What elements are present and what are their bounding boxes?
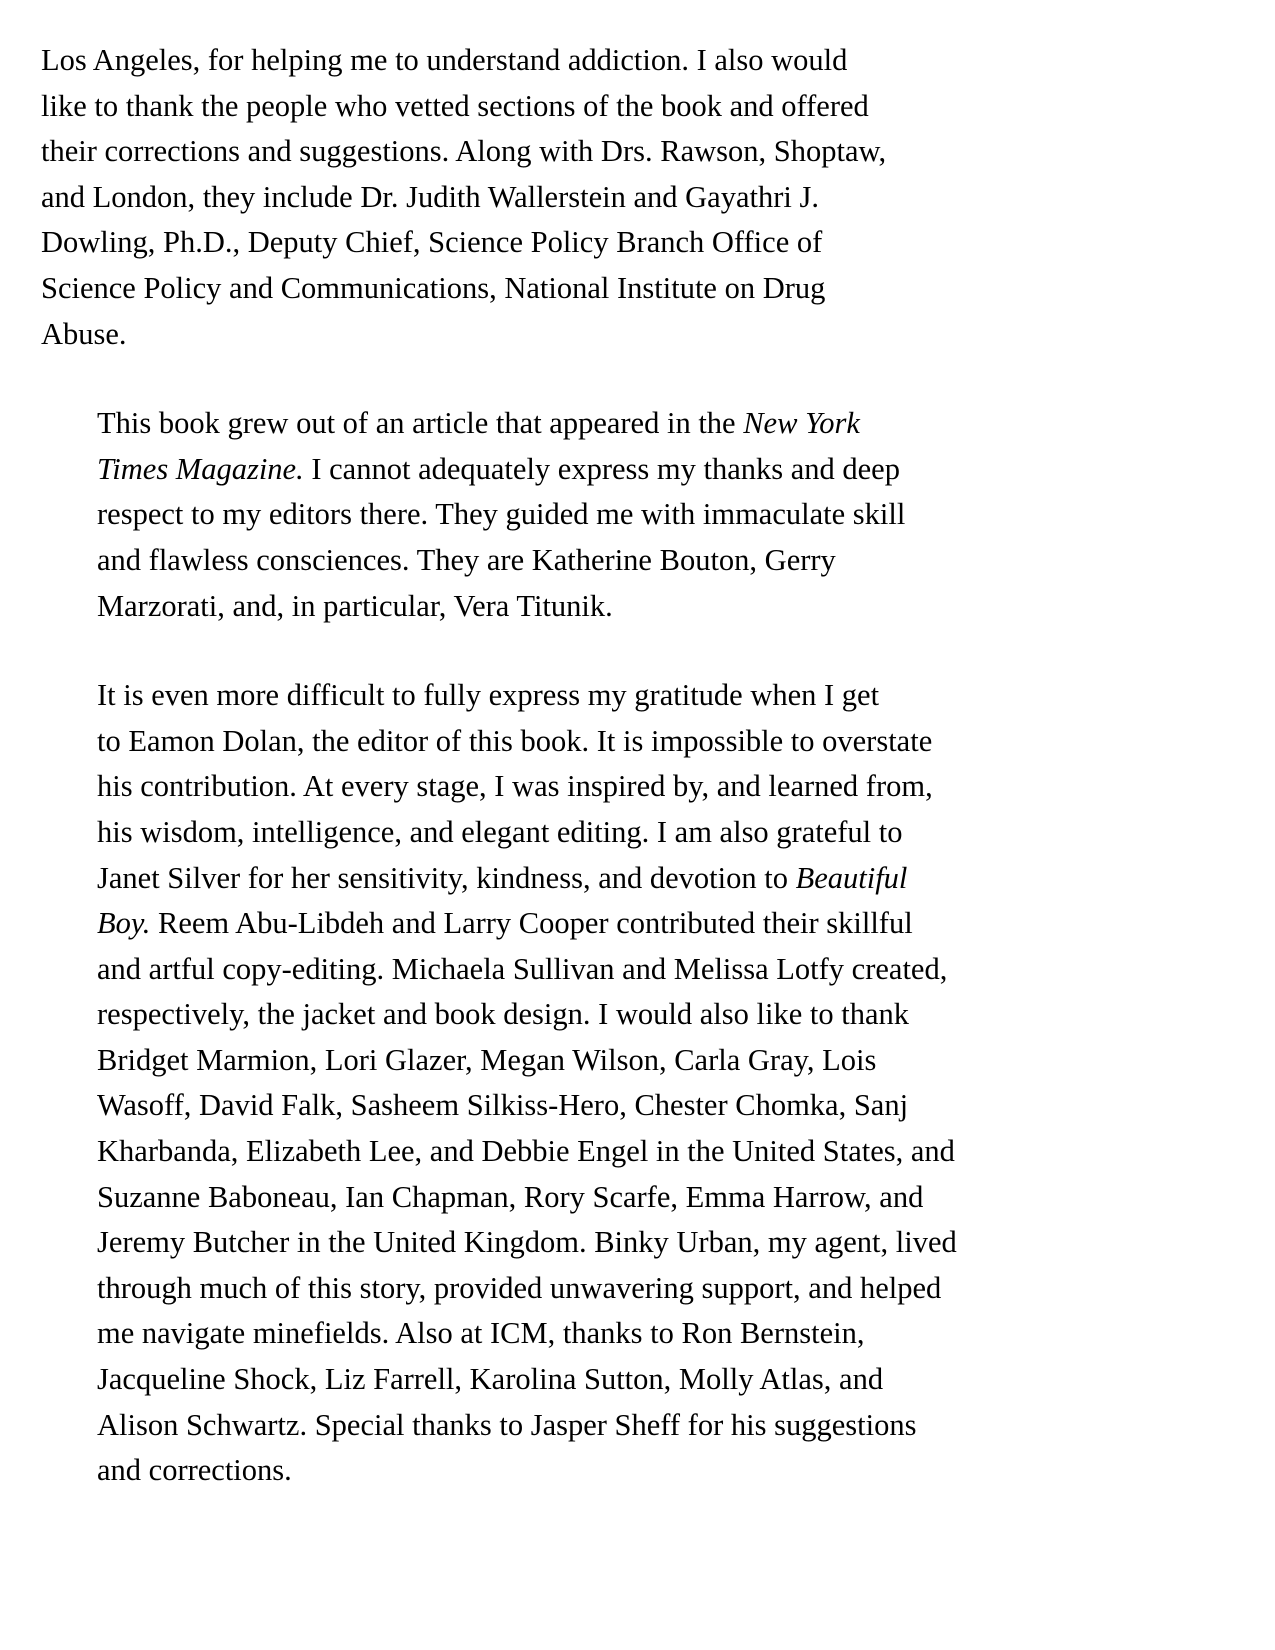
text-segment: I cannot adequately express my thanks and deep	[303, 451, 900, 486]
text-line	[41, 38, 1201, 84]
text-segment: and London, they include Dr. Judith Wallerstein and Gayathri J.	[41, 179, 819, 214]
text-segment: and artful copy-editing. Michaela Sullivan and Melissa Lotfy created,	[97, 951, 948, 986]
text-line	[41, 1403, 1201, 1449]
text-segment: to Eamon Dolan, the editor of this book. It is impossible to overstate	[97, 723, 933, 758]
text-line	[41, 901, 1201, 947]
text-segment: Jeremy Butcher in the United Kingdom. Binky Urban, my agent, lived	[97, 1225, 957, 1260]
text-segment: through much of this story, provided unwavering support, and helped	[97, 1270, 942, 1305]
text-line	[41, 810, 1201, 856]
text-line	[41, 175, 1201, 221]
paragraph-1	[41, 38, 1201, 357]
text-line	[41, 266, 1201, 312]
document-page	[41, 38, 1201, 1538]
text-segment: Wasoff, David Falk, Sasheem Silkiss-Hero, Chester Chomka, Sanj	[97, 1088, 909, 1123]
text-line	[41, 401, 1201, 447]
text-segment: Dowling, Ph.D., Deputy Chief, Science Policy Branch Office of	[41, 225, 823, 260]
text-line	[41, 856, 1201, 902]
text-line	[41, 312, 1201, 358]
text-line	[41, 584, 1201, 630]
text-line	[41, 947, 1201, 993]
text-segment: Bridget Marmion, Lori Glazer, Megan Wilson, Carla Gray, Lois	[97, 1042, 877, 1077]
text-segment: their corrections and suggestions. Along with Drs. Rawson, Shoptaw,	[41, 134, 887, 169]
text-line	[41, 1266, 1201, 1312]
text-line	[41, 1129, 1201, 1175]
text-line	[41, 492, 1201, 538]
italic-title-text: Boy.	[97, 906, 151, 941]
text-segment: Kharbanda, Elizabeth Lee, and Debbie Engel in the United States, and	[97, 1134, 955, 1169]
text-line	[41, 1220, 1201, 1266]
text-segment: Alison Schwartz. Special thanks to Jasper Sheff for his suggestions	[97, 1407, 917, 1442]
paragraph-2	[41, 401, 1201, 629]
italic-title-text: New York	[743, 406, 860, 441]
text-line	[41, 1175, 1201, 1221]
text-segment: Reem Abu-Libdeh and Larry Cooper contributed their skillful	[150, 906, 913, 941]
text-line	[41, 1311, 1201, 1357]
text-segment: Jacqueline Shock, Liz Farrell, Karolina Sutton, Molly Atlas, and	[97, 1362, 884, 1397]
text-segment: like to thank the people who vetted sections of the book and offered	[41, 88, 869, 123]
text-line	[41, 447, 1201, 493]
text-segment: Suzanne Baboneau, Ian Chapman, Rory Scarfe, Emma Harrow, and	[97, 1179, 924, 1214]
text-line	[41, 538, 1201, 584]
text-line	[41, 673, 1201, 719]
text-line	[41, 764, 1201, 810]
text-segment: Los Angeles, for helping me to understand addiction. I also would	[41, 43, 848, 77]
text-line	[41, 220, 1201, 266]
text-segment: and flawless consciences. They are Katherine Bouton, Gerry	[97, 542, 836, 577]
text-line	[41, 1357, 1201, 1403]
text-segment: It is even more difficult to fully express my gratitude when I get	[97, 678, 880, 713]
italic-title-text: Beautiful	[795, 860, 908, 895]
text-segment: Science Policy and Communications, National Institute on Drug	[41, 270, 826, 305]
text-segment: Abuse.	[41, 316, 127, 351]
text-segment: Janet Silver for her sensitivity, kindness, and devotion to	[97, 860, 796, 895]
text-line	[41, 129, 1201, 175]
text-line	[41, 992, 1201, 1038]
text-line	[41, 84, 1201, 130]
text-segment: respectively, the jacket and book design. I would also like to thank	[97, 997, 909, 1032]
text-segment: respect to my editors there. They guided me with immaculate skill	[97, 497, 906, 532]
text-segment: and corrections.	[97, 1453, 292, 1488]
text-line	[41, 1448, 1201, 1494]
text-line	[41, 1083, 1201, 1129]
italic-title-text: Times Magazine.	[97, 451, 304, 486]
paragraph-3	[41, 673, 1201, 1494]
text-segment: his contribution. At every stage, I was inspired by, and learned from,	[97, 769, 933, 804]
text-line	[41, 719, 1201, 765]
text-line	[41, 1038, 1201, 1084]
text-segment: Marzorati, and, in particular, Vera Titunik.	[97, 588, 613, 623]
text-segment: his wisdom, intelligence, and elegant editing. I am also grateful to	[97, 814, 903, 849]
text-segment: me navigate minefields. Also at ICM, thanks to Ron Bernstein,	[97, 1316, 865, 1351]
text-segment: This book grew out of an article that appeared in the	[97, 406, 744, 441]
